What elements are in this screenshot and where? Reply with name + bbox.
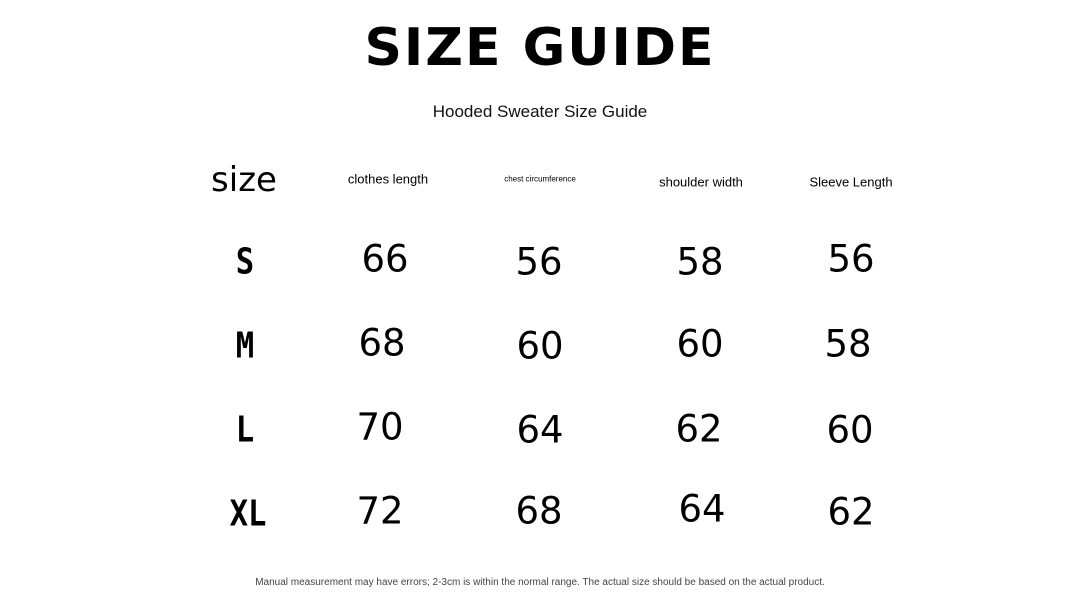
table-row-s-size: S [235, 241, 255, 283]
table-row-l-shoulder: 62 [675, 407, 723, 451]
table-row-s-shoulder: 58 [676, 240, 724, 284]
table-row-s-clothes-length: 66 [361, 237, 409, 281]
table-row-l-sleeve: 60 [826, 408, 874, 452]
header-shoulder-width: shoulder width [659, 174, 743, 190]
table-row-m-shoulder: 60 [676, 322, 724, 366]
page-subtitle: Hooded Sweater Size Guide [432, 102, 648, 121]
header-chest-circumference: chest circumference [504, 174, 576, 184]
header-size: size [211, 160, 277, 200]
page-title: SIZE GUIDE [364, 18, 716, 78]
table-row-l-clothes-length: 70 [356, 405, 404, 449]
table-row-s-chest: 56 [515, 240, 563, 284]
table-row-xl-chest: 68 [515, 489, 563, 533]
measurement-disclaimer: Manual measurement may have errors; 2-3cm is within the normal range. The actual size should be based on the actual product. [255, 577, 825, 588]
table-row-xl-size: XL [229, 493, 267, 535]
table-row-m-sleeve: 58 [824, 322, 872, 366]
table-row-s-sleeve: 56 [827, 237, 875, 281]
header-sleeve-length: Sleeve Length [809, 174, 893, 190]
header-clothes-length: clothes length [347, 171, 429, 187]
table-row-l-chest: 64 [516, 408, 564, 452]
table-row-m-size: M [235, 325, 255, 367]
table-row-xl-shoulder: 64 [678, 487, 726, 531]
table-row-m-clothes-length: 68 [358, 321, 406, 365]
table-row-m-chest: 60 [516, 324, 564, 368]
table-row-xl-clothes-length: 72 [356, 489, 404, 533]
table-row-l-size: L [235, 409, 255, 451]
table-row-xl-sleeve: 62 [827, 490, 875, 534]
